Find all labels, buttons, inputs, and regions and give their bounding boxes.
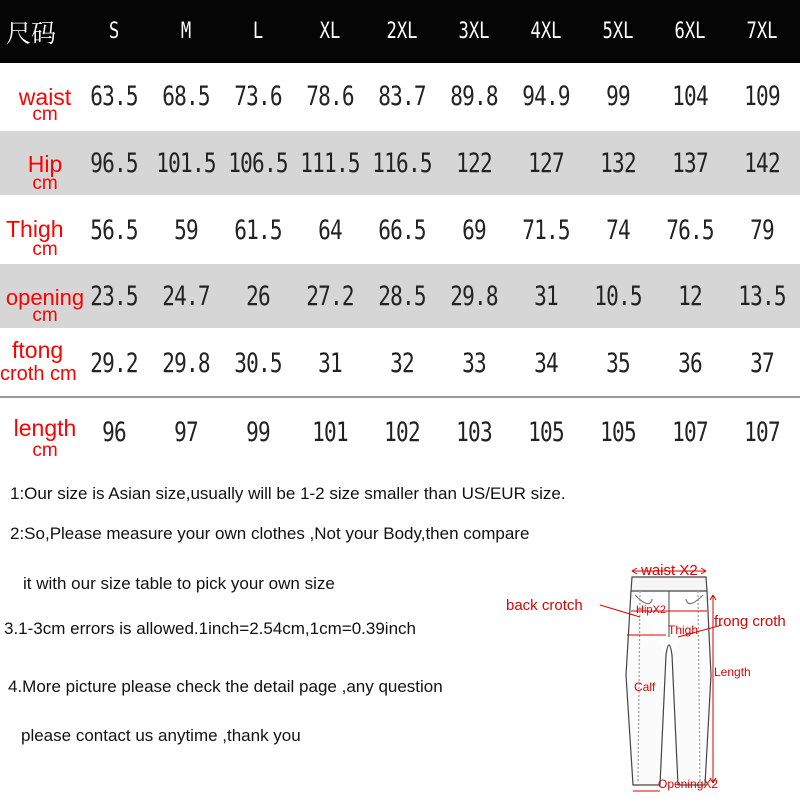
length-label: Length [714,665,751,679]
table-cell: 31 [318,347,342,379]
size-note-2: 2:So,Please measure your own clothes ,Not your Body,then compare [10,524,530,543]
row-label-name: Hip [27,151,63,177]
row-label-name: waist [18,84,72,110]
table-cell: 71.5 [522,214,570,246]
table-cell: 142 [744,147,780,179]
table-cell: 30.5 [234,347,282,379]
table-cell: 105 [600,416,636,448]
row-label [0,64,90,128]
table-cell: 109 [744,80,780,112]
table-cell: 101.5 [156,147,216,179]
thigh-label: Thigh [668,623,699,637]
size-header-cell: L [252,19,264,44]
row-label-name: ftong [12,337,64,363]
table-cell: 104 [672,80,708,112]
row-label-unit: cm [32,440,58,461]
back-crotch-label: back crotch [506,597,583,614]
table-cell: 37 [750,347,774,379]
opening-label: OpeningX2 [658,777,719,791]
table-cell: 89.8 [450,80,498,112]
size-header-cell: XL [319,19,341,44]
table-cell: 97 [174,416,198,448]
table-cell: 63.5 [90,80,138,112]
table-cell: 94.9 [522,80,570,112]
size-header-row [0,0,800,63]
row-label-name: length [13,415,77,441]
table-cell: 26 [246,280,270,312]
table-cell: 106.5 [228,147,288,179]
table-cell: 96.5 [90,147,138,179]
table-cell: 12 [678,280,702,312]
front-crotch-label: frong croth [714,613,786,630]
table-cell: 132 [600,147,636,179]
table-cell: 107 [744,416,780,448]
table-cell: 28.5 [378,280,426,312]
table-cell: 59 [174,214,198,246]
table-cell: 99 [246,416,270,448]
waist-row [0,64,800,128]
row-label-name: opening [5,285,85,310]
row-label-unit: cm [32,173,58,194]
table-cell: 35 [606,347,630,379]
table-cell: 122 [456,147,492,179]
size-header-cell: 3XL [458,19,490,44]
table-cell: 79 [750,214,774,246]
table-cell: 36 [678,347,702,379]
row-label-unit: cm [32,239,58,260]
size-note-4: 4.More picture please check the detail page ,any question [8,677,443,696]
row-label [0,331,90,395]
size-note-1: 1:Our size is Asian size,usually will be 1-2 size smaller than US/EUR size. [10,484,566,503]
row-label [0,198,90,262]
size-header-cell: 7XL [746,19,778,44]
table-cell: 34 [534,347,558,379]
waist-label: waist X2 [641,562,698,579]
size-note-2-cont: it with our size table to pick your own size [23,574,335,593]
table-cell: 111.5 [300,147,360,179]
table-cell: 24.7 [162,280,210,312]
table-cell: 33 [462,347,486,379]
thigh-row [0,198,800,262]
table-cell: 137 [672,147,708,179]
table-cell: 103 [456,416,492,448]
table-cell: 10.5 [594,280,642,312]
table-cell: 74 [606,214,630,246]
row-label-unit: croth cm [0,363,77,385]
hip-label: HipX2 [636,604,666,616]
table-cell: 66.5 [378,214,426,246]
size-corner-label: 尺码 [6,18,57,48]
length-row [0,400,800,464]
size-header-cell: 5XL [602,19,634,44]
size-header-cell: 6XL [674,19,706,44]
table-cell: 96 [102,416,126,448]
table-cell: 29.8 [162,347,210,379]
size-note-4-cont: please contact us anytime ,thank you [21,726,301,745]
row-label-name: Thigh [6,216,64,242]
table-cell: 32 [390,347,414,379]
size-note-3: 3.1-3cm errors is allowed.1inch=2.54cm,1cm=0.39inch [4,619,416,638]
table-cell: 105 [528,416,564,448]
table-cell: 76.5 [666,214,714,246]
pants-outline-icon [500,555,800,800]
table-cell: 23.5 [90,280,138,312]
table-cell: 127 [528,147,564,179]
table-cell: 78.6 [306,80,354,112]
row-label-unit: cm [32,305,58,326]
row-label [0,264,90,328]
table-cell: 101 [312,416,348,448]
table-cell: 64 [318,214,342,246]
table-cell: 69 [462,214,486,246]
size-header-cell: 4XL [530,19,562,44]
table-cell: 29.2 [90,347,138,379]
hip-row [0,131,800,195]
table-cell: 27.2 [306,280,354,312]
table-cell: 61.5 [234,214,282,246]
row-label [0,400,90,464]
table-cell: 56.5 [90,214,138,246]
row-label-unit: cm [32,104,58,125]
row-label [0,131,90,195]
table-cell: 13.5 [738,280,786,312]
table-cell: 107 [672,416,708,448]
table-cell: 29.8 [450,280,498,312]
table-cell: 31 [534,280,558,312]
size-header-cell: 2XL [386,19,418,44]
table-cell: 102 [384,416,420,448]
table-cell: 68.5 [162,80,210,112]
size-header-cell: M [180,19,192,44]
table-cell: 99 [606,80,630,112]
opening-row [0,264,800,328]
table-cell: 83.7 [378,80,426,112]
table-cell: 73.6 [234,80,282,112]
calf-label: Calf [634,680,656,694]
size-header-cell: S [108,19,120,44]
table-cell: 116.5 [372,147,432,179]
front-crotch-row [0,331,800,395]
pants-measurement-diagram [500,555,800,800]
row-divider [0,396,800,398]
